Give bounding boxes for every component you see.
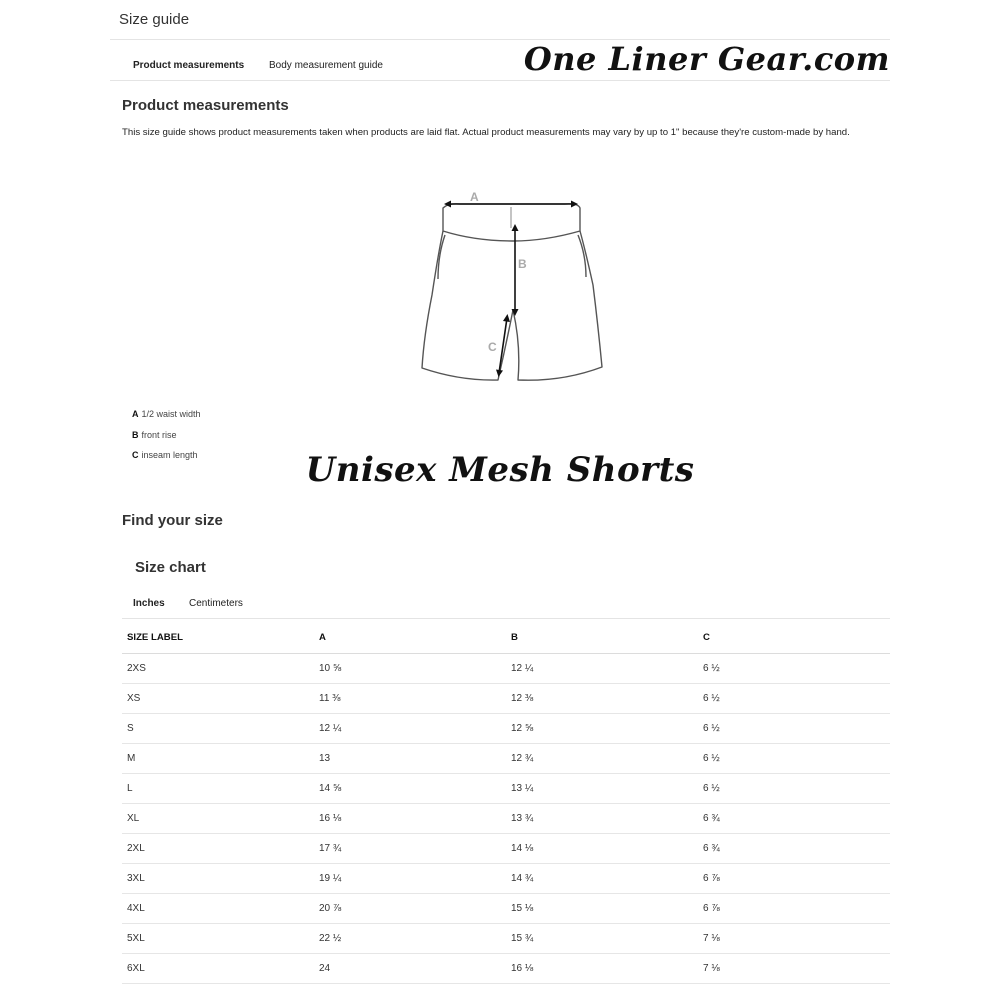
measure-b-cell: 12 ¼ (506, 654, 698, 684)
legend-b (132, 430, 177, 440)
table-row (122, 894, 890, 924)
size-label-cell: 2XL (122, 834, 314, 864)
measure-b-cell: 12 ¾ (506, 744, 698, 774)
measure-a-cell: 22 ½ (314, 924, 506, 954)
measure-a-cell: 19 ¼ (314, 864, 506, 894)
measure-b-cell: 12 ⅝ (506, 714, 698, 744)
column-header-a: A (314, 621, 506, 654)
table-row (122, 744, 890, 774)
size-chart-heading: Size chart (135, 559, 206, 576)
legend-b-key: B (132, 430, 139, 440)
tab-product-measurements[interactable]: Product measurements (133, 60, 245, 71)
measure-b-cell: 14 ¾ (506, 864, 698, 894)
size-label-cell: 3XL (122, 864, 314, 894)
measure-c-arrow (496, 314, 510, 377)
size-label-cell: S (122, 714, 314, 744)
measure-a-cell: 16 ⅛ (314, 804, 506, 834)
legend-c-key: C (132, 450, 139, 460)
table-row (122, 864, 890, 894)
page-title: Size guide (119, 11, 190, 28)
table-row (122, 714, 890, 744)
column-header-c: C (698, 621, 890, 654)
measure-a-cell: 11 ⅜ (314, 684, 506, 714)
table-row (122, 654, 890, 684)
table-row (122, 804, 890, 834)
size-label-cell: M (122, 744, 314, 774)
measure-c-cell: 7 ⅛ (698, 924, 890, 954)
measure-c-cell: 6 ½ (698, 714, 890, 744)
measure-b-cell: 12 ⅜ (506, 684, 698, 714)
measure-a-cell: 12 ¼ (314, 714, 506, 744)
measure-a-cell: 20 ⅞ (314, 894, 506, 924)
table-header-row (122, 621, 890, 654)
shorts-diagram (410, 185, 610, 390)
product-name: Unisex Mesh Shorts (305, 450, 695, 490)
measure-c-cell: 6 ¾ (698, 834, 890, 864)
measure-b-cell: 14 ⅛ (506, 834, 698, 864)
size-label-cell: 2XS (122, 654, 314, 684)
size-label-cell: 6XL (122, 954, 314, 984)
size-label-cell: 5XL (122, 924, 314, 954)
size-label-cell: L (122, 774, 314, 804)
product-measurements-description: This size guide shows product measurements taken when products are laid flat. Actual product measurements may vary by up to 1" because they're custom-made by hand. (122, 127, 850, 138)
tabs-divider (110, 80, 890, 81)
measure-a-cell: 13 (314, 744, 506, 774)
measure-a-cell: 17 ¾ (314, 834, 506, 864)
measure-b-cell: 15 ⅛ (506, 894, 698, 924)
measure-c-cell: 6 ⅞ (698, 894, 890, 924)
legend-b-text: front rise (141, 430, 177, 440)
measure-b-cell: 15 ¾ (506, 924, 698, 954)
measure-b-cell: 13 ¾ (506, 804, 698, 834)
measure-c-cell: 6 ½ (698, 744, 890, 774)
tab-body-measurement-guide[interactable]: Body measurement guide (269, 60, 383, 71)
legend-a-key: A (132, 409, 139, 419)
measure-c-cell: 6 ½ (698, 684, 890, 714)
legend-a (132, 409, 201, 419)
measure-c-cell: 6 ½ (698, 654, 890, 684)
find-your-size-heading: Find your size (122, 512, 223, 529)
label-b: B (518, 257, 527, 271)
measure-a-cell: 10 ⅝ (314, 654, 506, 684)
measure-b-cell: 16 ⅛ (506, 954, 698, 984)
table-row (122, 954, 890, 984)
size-label-cell: 4XL (122, 894, 314, 924)
legend-c-text: inseam length (141, 450, 198, 460)
measure-c-cell: 6 ¾ (698, 804, 890, 834)
table-row (122, 774, 890, 804)
column-header-size-label: SIZE LABEL (122, 621, 314, 654)
size-chart-table (122, 621, 890, 984)
table-row (122, 684, 890, 714)
measure-c-cell: 6 ½ (698, 774, 890, 804)
measure-b-cell: 13 ¼ (506, 774, 698, 804)
table-row (122, 924, 890, 954)
size-label-cell: XS (122, 684, 314, 714)
unit-tab-inches[interactable]: Inches (133, 598, 165, 609)
column-header-b: B (506, 621, 698, 654)
label-c: C (488, 340, 497, 354)
measure-a-arrow (444, 201, 578, 208)
brand-watermark: One Liner Gear.com (523, 40, 890, 78)
measure-c-cell: 6 ⅞ (698, 864, 890, 894)
measure-a-cell: 24 (314, 954, 506, 984)
units-divider (122, 618, 890, 619)
size-chart-body (122, 654, 890, 984)
product-measurements-heading: Product measurements (122, 97, 289, 114)
measure-c-cell: 7 ⅛ (698, 954, 890, 984)
label-a: A (470, 190, 479, 204)
unit-tab-centimeters[interactable]: Centimeters (189, 598, 243, 609)
legend-a-text: 1/2 waist width (141, 409, 201, 419)
size-label-cell: XL (122, 804, 314, 834)
table-row (122, 834, 890, 864)
measure-a-cell: 14 ⅝ (314, 774, 506, 804)
